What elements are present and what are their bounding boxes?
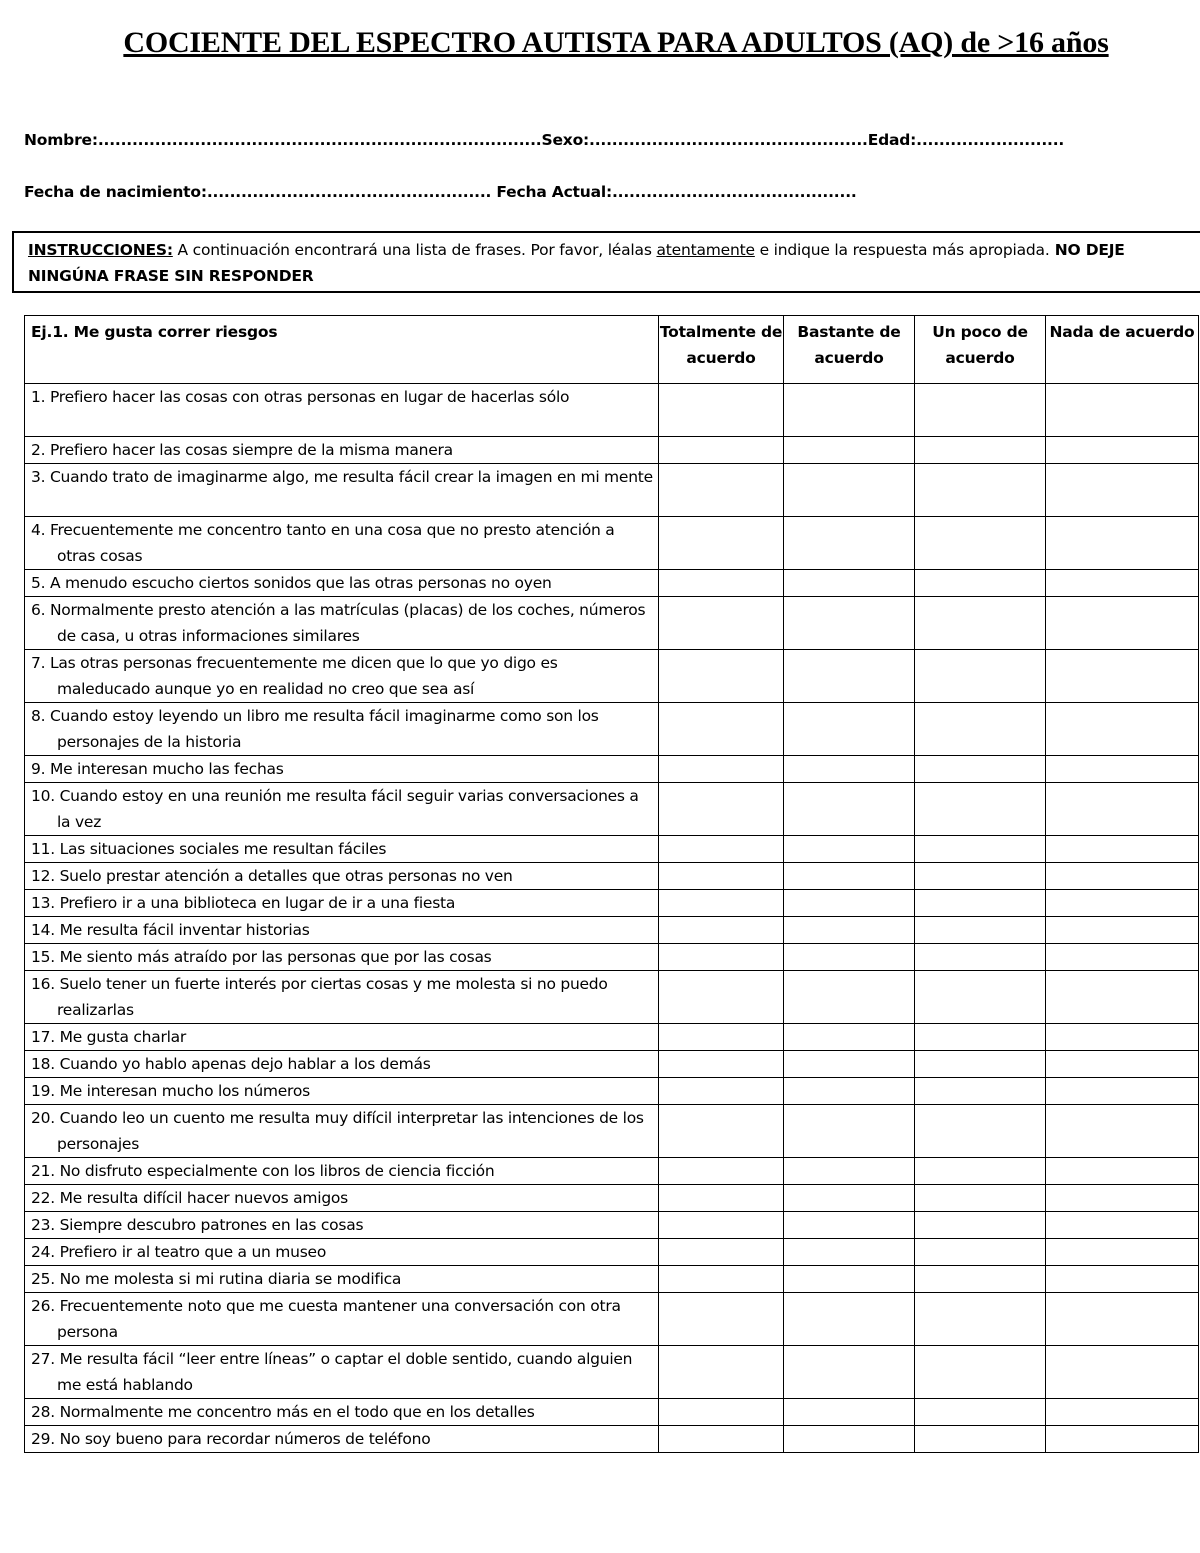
answer-cell-totalmente[interactable] [659, 944, 784, 971]
answer-cell-bastante[interactable] [784, 1185, 915, 1212]
answer-cell-un-poco[interactable] [915, 597, 1046, 650]
question-text: 14. Me resulta fácil inventar historias [31, 921, 310, 939]
instructions-label: INSTRUCCIONES: [28, 241, 173, 259]
answer-cell-un-poco[interactable] [915, 1293, 1046, 1346]
answer-cell-un-poco[interactable] [915, 1399, 1046, 1426]
example-question: Ej.1. Me gusta correr riesgos [25, 316, 659, 384]
question-text: 22. Me resulta difícil hacer nuevos amigos [31, 1189, 348, 1207]
table-row [25, 1293, 1199, 1346]
answer-cell-bastante[interactable] [784, 517, 915, 570]
question-text: 17. Me gusta charlar [31, 1028, 187, 1046]
question-text: 20. Cuando leo un cuento me resulta muy difícil interpretar las intenciones de los personajes [31, 1109, 644, 1153]
answer-cell-nada[interactable] [1046, 437, 1199, 464]
answer-cell-bastante[interactable] [784, 863, 915, 890]
answer-cell-totalmente[interactable] [659, 1346, 784, 1399]
answer-cell-totalmente[interactable] [659, 570, 784, 597]
question-text: 23. Siempre descubro patrones en las cosas [31, 1216, 364, 1234]
question-text: 12. Suelo prestar atención a detalles que otras personas no ven [31, 867, 513, 885]
question-cell [25, 517, 659, 570]
answer-cell-un-poco[interactable] [915, 1266, 1046, 1293]
table-row [25, 1212, 1199, 1239]
answer-cell-nada[interactable] [1046, 1158, 1199, 1185]
answer-cell-un-poco[interactable] [915, 1158, 1046, 1185]
table-row [25, 971, 1199, 1024]
answer-cell-un-poco[interactable] [915, 1051, 1046, 1078]
table-row [25, 783, 1199, 836]
table-row [25, 944, 1199, 971]
answer-cell-totalmente[interactable] [659, 1212, 784, 1239]
question-cell [25, 1346, 659, 1399]
table-row [25, 703, 1199, 756]
answer-cell-totalmente[interactable] [659, 597, 784, 650]
answer-cell-bastante[interactable] [784, 597, 915, 650]
answer-cell-totalmente[interactable] [659, 836, 784, 863]
answer-cell-un-poco[interactable] [915, 1212, 1046, 1239]
question-cell [25, 384, 659, 437]
answer-cell-totalmente[interactable] [659, 517, 784, 570]
question-text: 27. Me resulta fácil “leer entre líneas” o captar el doble sentido, cuando alguien me está hablando [31, 1350, 633, 1394]
answer-cell-nada[interactable] [1046, 783, 1199, 836]
answer-cell-totalmente[interactable] [659, 890, 784, 917]
table-header-row [25, 316, 1199, 384]
answer-cell-nada[interactable] [1046, 1426, 1199, 1453]
question-text: 24. Prefiero ir al teatro que a un museo [31, 1243, 327, 1261]
table-row [25, 1024, 1199, 1051]
question-cell [25, 1105, 659, 1158]
answer-cell-nada[interactable] [1046, 756, 1199, 783]
question-text: 29. No soy bueno para recordar números de teléfono [31, 1430, 431, 1448]
answer-cell-nada[interactable] [1046, 464, 1199, 517]
answer-cell-bastante[interactable] [784, 650, 915, 703]
answer-cell-nada[interactable] [1046, 1399, 1199, 1426]
table-row [25, 384, 1199, 437]
answer-cell-bastante[interactable] [784, 1239, 915, 1266]
question-text: 28. Normalmente me concentro más en el todo que en los detalles [31, 1403, 535, 1421]
answer-cell-un-poco[interactable] [915, 703, 1046, 756]
answer-cell-un-poco[interactable] [915, 863, 1046, 890]
answer-cell-un-poco[interactable] [915, 890, 1046, 917]
question-cell [25, 597, 659, 650]
answer-cell-bastante[interactable] [784, 971, 915, 1024]
answer-cell-un-poco[interactable] [915, 756, 1046, 783]
table-row [25, 437, 1199, 464]
answer-cell-bastante[interactable] [784, 1426, 915, 1453]
option-header-bastante: Bastante de acuerdo [784, 316, 915, 384]
page-title: COCIENTE DEL ESPECTRO AUTISTA PARA ADULTOS (AQ) de >16 años [123, 26, 1109, 59]
answer-cell-bastante[interactable] [784, 890, 915, 917]
answer-cell-nada[interactable] [1046, 570, 1199, 597]
option-header-nada: Nada de acuerdo [1046, 316, 1199, 384]
answer-cell-un-poco[interactable] [915, 971, 1046, 1024]
answer-cell-bastante[interactable] [784, 1051, 915, 1078]
question-text: 18. Cuando yo hablo apenas dejo hablar a los demás [31, 1055, 431, 1073]
answer-cell-totalmente[interactable] [659, 1239, 784, 1266]
answer-cell-totalmente[interactable] [659, 464, 784, 517]
table-row [25, 1158, 1199, 1185]
answer-cell-nada[interactable] [1046, 863, 1199, 890]
question-cell [25, 1426, 659, 1453]
question-cell [25, 863, 659, 890]
answer-cell-un-poco[interactable] [915, 1105, 1046, 1158]
questionnaire-table [24, 315, 1199, 1453]
answer-cell-totalmente[interactable] [659, 783, 784, 836]
answer-cell-totalmente[interactable] [659, 756, 784, 783]
answer-cell-un-poco[interactable] [915, 944, 1046, 971]
answer-cell-bastante[interactable] [784, 783, 915, 836]
answer-cell-nada[interactable] [1046, 1346, 1199, 1399]
answer-cell-nada[interactable] [1046, 1051, 1199, 1078]
table-row [25, 1346, 1199, 1399]
table-row [25, 1266, 1199, 1293]
answer-cell-un-poco[interactable] [915, 1024, 1046, 1051]
answer-cell-bastante[interactable] [784, 703, 915, 756]
answer-cell-bastante[interactable] [784, 570, 915, 597]
answer-cell-un-poco[interactable] [915, 384, 1046, 437]
question-cell [25, 437, 659, 464]
answer-cell-totalmente[interactable] [659, 384, 784, 437]
answer-cell-totalmente[interactable] [659, 1024, 784, 1051]
table-row [25, 756, 1199, 783]
answer-cell-bastante[interactable] [784, 756, 915, 783]
answer-cell-nada[interactable] [1046, 890, 1199, 917]
answer-cell-totalmente[interactable] [659, 437, 784, 464]
question-cell [25, 1399, 659, 1426]
answer-cell-nada[interactable] [1046, 597, 1199, 650]
question-text: 6. Normalmente presto atención a las matrículas (placas) de los coches, números de casa, u otras informaciones similares [31, 601, 646, 645]
question-cell [25, 703, 659, 756]
table-row [25, 517, 1199, 570]
answer-cell-bastante[interactable] [784, 1212, 915, 1239]
question-cell [25, 756, 659, 783]
answer-cell-nada[interactable] [1046, 1212, 1199, 1239]
answer-cell-totalmente[interactable] [659, 1266, 784, 1293]
answer-cell-bastante[interactable] [784, 1024, 915, 1051]
table-row [25, 650, 1199, 703]
question-text: 1. Prefiero hacer las cosas con otras personas en lugar de hacerlas sólo [31, 388, 570, 406]
answer-cell-totalmente[interactable] [659, 1426, 784, 1453]
answer-cell-un-poco[interactable] [915, 1078, 1046, 1105]
answer-cell-un-poco[interactable] [915, 1239, 1046, 1266]
answer-cell-un-poco[interactable] [915, 464, 1046, 517]
answer-cell-bastante[interactable] [784, 944, 915, 971]
instructions-box [12, 231, 1200, 293]
question-cell [25, 570, 659, 597]
answer-cell-bastante[interactable] [784, 1078, 915, 1105]
answer-cell-nada[interactable] [1046, 971, 1199, 1024]
option-header-un-poco: Un poco de acuerdo [915, 316, 1046, 384]
question-text: 3. Cuando trato de imaginarme algo, me resulta fácil crear la imagen en mi mente [31, 468, 653, 486]
answer-cell-un-poco[interactable] [915, 1426, 1046, 1453]
answer-cell-nada[interactable] [1046, 1185, 1199, 1212]
answer-cell-bastante[interactable] [784, 1293, 915, 1346]
table-row [25, 464, 1199, 517]
answer-cell-nada[interactable] [1046, 1024, 1199, 1051]
table-row [25, 1051, 1199, 1078]
answer-cell-bastante[interactable] [784, 1266, 915, 1293]
question-cell [25, 944, 659, 971]
question-text: 8. Cuando estoy leyendo un libro me resulta fácil imaginarme como son los personajes de la historia [31, 707, 599, 751]
question-cell [25, 650, 659, 703]
question-cell [25, 1293, 659, 1346]
instructions-underlined: atentamente [656, 241, 755, 259]
answer-cell-nada[interactable] [1046, 517, 1199, 570]
instructions-text: A continuación encontrará una lista de frases. Por favor, léalas [172, 241, 657, 259]
question-text: 16. Suelo tener un fuerte interés por ciertas cosas y me molesta si no puedo realizarlas [31, 975, 608, 1019]
question-rows [25, 384, 1199, 1453]
question-cell [25, 1024, 659, 1051]
answer-cell-bastante[interactable] [784, 1346, 915, 1399]
question-text: 19. Me interesan mucho los números [31, 1082, 310, 1100]
answer-cell-bastante[interactable] [784, 917, 915, 944]
answer-cell-bastante[interactable] [784, 836, 915, 863]
answer-cell-totalmente[interactable] [659, 1051, 784, 1078]
question-cell [25, 917, 659, 944]
answer-cell-totalmente[interactable] [659, 917, 784, 944]
answer-cell-un-poco[interactable] [915, 1346, 1046, 1399]
question-cell [25, 783, 659, 836]
table-row [25, 890, 1199, 917]
option-header-totalmente: Totalmente de acuerdo [659, 316, 784, 384]
table-row [25, 597, 1199, 650]
answer-cell-nada[interactable] [1046, 944, 1199, 971]
question-text: 25. No me molesta si mi rutina diaria se modifica [31, 1270, 402, 1288]
table-row [25, 1239, 1199, 1266]
answer-cell-bastante[interactable] [784, 1158, 915, 1185]
table-row [25, 863, 1199, 890]
answer-cell-nada[interactable] [1046, 917, 1199, 944]
answer-cell-nada[interactable] [1046, 650, 1199, 703]
answer-cell-bastante[interactable] [784, 1399, 915, 1426]
answer-cell-nada[interactable] [1046, 1266, 1199, 1293]
question-text: 2. Prefiero hacer las cosas siempre de la misma manera [31, 441, 453, 459]
answer-cell-nada[interactable] [1046, 703, 1199, 756]
answer-cell-nada[interactable] [1046, 384, 1199, 437]
answer-cell-totalmente[interactable] [659, 863, 784, 890]
question-text: 5. A menudo escucho ciertos sonidos que las otras personas no oyen [31, 574, 552, 592]
question-text: 11. Las situaciones sociales me resultan fáciles [31, 840, 387, 858]
answer-cell-nada[interactable] [1046, 1078, 1199, 1105]
question-cell [25, 1239, 659, 1266]
answer-cell-un-poco[interactable] [915, 1185, 1046, 1212]
answer-cell-un-poco[interactable] [915, 517, 1046, 570]
answer-cell-bastante[interactable] [784, 437, 915, 464]
question-text: 4. Frecuentemente me concentro tanto en una cosa que no presto atención a otras cosas [31, 521, 615, 565]
answer-cell-un-poco[interactable] [915, 570, 1046, 597]
answer-cell-nada[interactable] [1046, 836, 1199, 863]
answer-cell-un-poco[interactable] [915, 783, 1046, 836]
answer-cell-bastante[interactable] [784, 464, 915, 517]
answer-cell-un-poco[interactable] [915, 917, 1046, 944]
answer-cell-totalmente[interactable] [659, 1158, 784, 1185]
answer-cell-bastante[interactable] [784, 384, 915, 437]
question-text: 7. Las otras personas frecuentemente me dicen que lo que yo digo es maleducado aunque yo en realidad no creo que sea así [31, 654, 558, 698]
answer-cell-totalmente[interactable] [659, 1399, 784, 1426]
table-row [25, 1399, 1199, 1426]
answer-cell-bastante[interactable] [784, 1105, 915, 1158]
question-text: 26. Frecuentemente noto que me cuesta mantener una conversación con otra persona [31, 1297, 621, 1341]
question-text: 21. No disfruto especialmente con los libros de ciencia ficción [31, 1162, 495, 1180]
question-cell [25, 464, 659, 517]
answer-cell-un-poco[interactable] [915, 650, 1046, 703]
question-text: 10. Cuando estoy en una reunión me resulta fácil seguir varias conversaciones a la vez [31, 787, 639, 831]
answer-cell-totalmente[interactable] [659, 971, 784, 1024]
table-row [25, 570, 1199, 597]
instructions-emphasis: NO DEJE NINGÚNA FRASE SIN RESPONDER [28, 241, 1125, 285]
table-row [25, 1078, 1199, 1105]
personal-info-line-1[interactable]: Nombre:..............................................................................Sexo:.................................................Edad:.......................... [24, 131, 1065, 149]
answer-cell-totalmente[interactable] [659, 1293, 784, 1346]
table-row [25, 1426, 1199, 1453]
question-cell [25, 1078, 659, 1105]
table-row [25, 1185, 1199, 1212]
instructions-text-after: e indique la respuesta más apropiada. [754, 241, 1050, 259]
answer-cell-totalmente[interactable] [659, 1185, 784, 1212]
question-text: 13. Prefiero ir a una biblioteca en lugar de ir a una fiesta [31, 894, 456, 912]
answer-cell-nada[interactable] [1046, 1239, 1199, 1266]
question-text: 15. Me siento más atraído por las personas que por las cosas [31, 948, 492, 966]
personal-info-line-2[interactable]: Fecha de nacimiento:.................................................. Fecha Actual:........................................... [24, 183, 857, 201]
question-cell [25, 1266, 659, 1293]
answer-cell-totalmente[interactable] [659, 703, 784, 756]
question-cell [25, 1212, 659, 1239]
answer-cell-totalmente[interactable] [659, 1105, 784, 1158]
question-cell [25, 971, 659, 1024]
question-cell [25, 1185, 659, 1212]
answer-cell-totalmente[interactable] [659, 650, 784, 703]
answer-cell-totalmente[interactable] [659, 1078, 784, 1105]
answer-cell-nada[interactable] [1046, 1105, 1199, 1158]
question-cell [25, 890, 659, 917]
table-row [25, 1105, 1199, 1158]
question-text: 9. Me interesan mucho las fechas [31, 760, 284, 778]
answer-cell-nada[interactable] [1046, 1293, 1199, 1346]
table-row [25, 836, 1199, 863]
answer-cell-un-poco[interactable] [915, 836, 1046, 863]
question-cell [25, 1158, 659, 1185]
question-cell [25, 836, 659, 863]
table-row [25, 917, 1199, 944]
answer-cell-un-poco[interactable] [915, 437, 1046, 464]
question-cell [25, 1051, 659, 1078]
